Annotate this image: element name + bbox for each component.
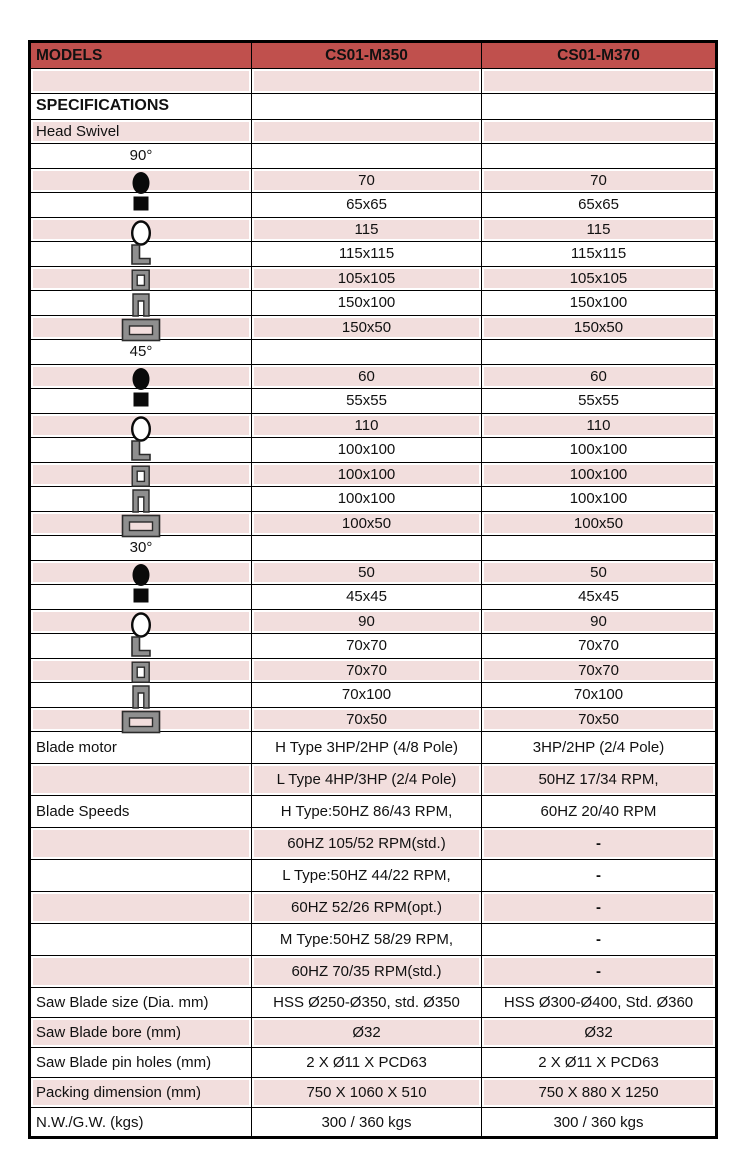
value-cs01-m350: 2 X Ø11 X PCD63: [252, 1048, 482, 1078]
value-cs01-m350: 60HZ 52/26 RPM(opt.): [252, 892, 482, 924]
table-row: [30, 242, 717, 267]
value-cs01-m350: [252, 119, 482, 144]
value-cs01-m370: 60: [482, 364, 717, 389]
row-label: [30, 69, 252, 94]
row-label: Saw Blade size (Dia. mm): [30, 988, 252, 1018]
value-cs01-m350: 70x70: [252, 658, 482, 683]
profile-cell: [30, 462, 252, 487]
table-row: [30, 193, 717, 218]
value-cs01-m370: -: [482, 892, 717, 924]
value-cs01-m370: 2 X Ø11 X PCD63: [482, 1048, 717, 1078]
angle-bar-icon: [129, 440, 153, 462]
row-label: [30, 764, 252, 796]
value-cs01-m370: 50HZ 17/34 RPM,: [482, 764, 717, 796]
table-row: [30, 364, 717, 389]
value-cs01-m370: 100x100: [482, 487, 717, 512]
row-label: [30, 956, 252, 988]
value-cs01-m370: 70x70: [482, 658, 717, 683]
value-cs01-m350: 150x50: [252, 315, 482, 340]
solid-round-bar-icon: [131, 171, 151, 197]
value-cs01-m350: [252, 340, 482, 365]
spec-table: [28, 40, 718, 1139]
value-cs01-m370: -: [482, 956, 717, 988]
value-cs01-m370: -: [482, 828, 717, 860]
table-row: [30, 340, 717, 365]
value-cs01-m370: 115x115: [482, 242, 717, 267]
table-row: [30, 168, 717, 193]
profile-cell: [30, 291, 252, 316]
row-label: 45°: [30, 340, 252, 365]
table-row: [30, 413, 717, 438]
row-label: Blade motor: [30, 732, 252, 764]
square-tube-icon: [131, 465, 151, 488]
value-cs01-m350: 750 X 1060 X 510: [252, 1078, 482, 1108]
value-cs01-m350: [252, 144, 482, 169]
value-cs01-m350: 150x100: [252, 291, 482, 316]
table-row: [30, 217, 717, 242]
row-label: Saw Blade bore (mm): [30, 1018, 252, 1048]
table-row: [30, 560, 717, 585]
channel-bar-icon: [131, 685, 151, 709]
value-cs01-m350: L Type:50HZ 44/22 RPM,: [252, 860, 482, 892]
value-cs01-m370: 45x45: [482, 585, 717, 610]
value-cs01-m350: 60: [252, 364, 482, 389]
value-cs01-m370: 100x50: [482, 511, 717, 536]
value-cs01-m370: 65x65: [482, 193, 717, 218]
value-cs01-m370: [482, 119, 717, 144]
value-cs01-m370: 90: [482, 609, 717, 634]
table-row: [30, 609, 717, 634]
value-cs01-m370: 70: [482, 168, 717, 193]
row-label: [30, 828, 252, 860]
table-row: [30, 462, 717, 487]
profile-cell: [30, 266, 252, 291]
value-cs01-m350: 110: [252, 413, 482, 438]
table-row: [30, 438, 717, 463]
value-cs01-m370: 115: [482, 217, 717, 242]
table-row: [30, 536, 717, 561]
profile-cell: [30, 217, 252, 242]
table-row: [30, 860, 717, 892]
table-row: [30, 892, 717, 924]
value-cs01-m370: HSS Ø300-Ø400, Std. Ø360: [482, 988, 717, 1018]
round-tube-icon: [130, 220, 152, 247]
profile-cell: [30, 315, 252, 340]
value-cs01-m370: 110: [482, 413, 717, 438]
spec-table-body: [30, 69, 717, 1138]
rect-tube-icon: [121, 514, 161, 538]
value-cs01-m350: 60HZ 105/52 RPM(std.): [252, 828, 482, 860]
profile-cell: [30, 658, 252, 683]
angle-bar-icon: [129, 244, 153, 266]
profile-cell: [30, 168, 252, 193]
profile-cell: [30, 683, 252, 708]
value-cs01-m350: 100x100: [252, 487, 482, 512]
table-row: [30, 389, 717, 414]
value-cs01-m350: 70x100: [252, 683, 482, 708]
row-label: Packing dimension (mm): [30, 1078, 252, 1108]
channel-bar-icon: [131, 489, 151, 513]
value-cs01-m350: L Type 4HP/3HP (2/4 Pole): [252, 764, 482, 796]
table-row: [30, 1078, 717, 1108]
solid-square-bar-icon: [132, 195, 150, 213]
profile-cell: [30, 413, 252, 438]
table-row: [30, 634, 717, 659]
value-cs01-m370: 3HP/2HP (2/4 Pole): [482, 732, 717, 764]
table-row: [30, 988, 717, 1018]
value-cs01-m370: 70x50: [482, 707, 717, 732]
value-cs01-m370: [482, 69, 717, 94]
table-row: [30, 707, 717, 732]
table-row: [30, 764, 717, 796]
table-row: [30, 119, 717, 144]
value-cs01-m370: 70x100: [482, 683, 717, 708]
row-label: [30, 924, 252, 956]
value-cs01-m370: 150x50: [482, 315, 717, 340]
solid-square-bar-icon: [132, 587, 150, 605]
table-row: [30, 93, 717, 119]
value-cs01-m350: 300 / 360 kgs: [252, 1108, 482, 1138]
value-cs01-m370: [482, 93, 717, 119]
value-cs01-m370: -: [482, 860, 717, 892]
profile-cell: [30, 487, 252, 512]
header-model-cs01-m370: CS01-M370: [482, 42, 717, 69]
profile-cell: [30, 707, 252, 732]
table-row: [30, 658, 717, 683]
value-cs01-m370: [482, 536, 717, 561]
row-label: N.W./G.W. (kgs): [30, 1108, 252, 1138]
value-cs01-m350: 70x70: [252, 634, 482, 659]
value-cs01-m370: 750 X 880 X 1250: [482, 1078, 717, 1108]
row-label: 30°: [30, 536, 252, 561]
value-cs01-m350: [252, 536, 482, 561]
value-cs01-m370: -: [482, 924, 717, 956]
value-cs01-m350: 100x50: [252, 511, 482, 536]
row-label: SPECIFICATIONS: [30, 93, 252, 119]
value-cs01-m350: [252, 69, 482, 94]
value-cs01-m350: H Type 3HP/2HP (4/8 Pole): [252, 732, 482, 764]
square-tube-icon: [131, 661, 151, 684]
value-cs01-m370: 105x105: [482, 266, 717, 291]
profile-cell: [30, 609, 252, 634]
value-cs01-m370: 100x100: [482, 462, 717, 487]
profile-cell: [30, 585, 252, 610]
profile-cell: [30, 560, 252, 585]
table-row: [30, 1108, 717, 1138]
table-row: [30, 487, 717, 512]
table-row: [30, 1048, 717, 1078]
value-cs01-m350: 100x100: [252, 462, 482, 487]
value-cs01-m350: 115x115: [252, 242, 482, 267]
value-cs01-m370: 300 / 360 kgs: [482, 1108, 717, 1138]
table-row: [30, 1018, 717, 1048]
table-row: [30, 69, 717, 94]
round-tube-icon: [130, 416, 152, 443]
spec-sheet-page: [28, 40, 718, 1139]
value-cs01-m370: [482, 340, 717, 365]
row-label: [30, 860, 252, 892]
header-models-label: MODELS: [30, 42, 252, 69]
table-row: [30, 828, 717, 860]
value-cs01-m350: 70x50: [252, 707, 482, 732]
value-cs01-m350: Ø32: [252, 1018, 482, 1048]
row-label: Saw Blade pin holes (mm): [30, 1048, 252, 1078]
rect-tube-icon: [121, 710, 161, 734]
table-row: [30, 956, 717, 988]
profile-cell: [30, 438, 252, 463]
profile-cell: [30, 242, 252, 267]
round-tube-icon: [130, 612, 152, 639]
row-label: 90°: [30, 144, 252, 169]
profile-cell: [30, 193, 252, 218]
value-cs01-m350: 55x55: [252, 389, 482, 414]
table-row: [30, 315, 717, 340]
profile-cell: [30, 634, 252, 659]
profile-cell: [30, 389, 252, 414]
value-cs01-m350: [252, 93, 482, 119]
solid-round-bar-icon: [131, 563, 151, 589]
table-header-row: [30, 42, 717, 69]
value-cs01-m370: 60HZ 20/40 RPM: [482, 796, 717, 828]
solid-round-bar-icon: [131, 367, 151, 393]
value-cs01-m350: 90: [252, 609, 482, 634]
row-label: Head Swivel: [30, 119, 252, 144]
rect-tube-icon: [121, 318, 161, 342]
value-cs01-m370: Ø32: [482, 1018, 717, 1048]
value-cs01-m350: 45x45: [252, 585, 482, 610]
value-cs01-m350: M Type:50HZ 58/29 RPM,: [252, 924, 482, 956]
table-row: [30, 683, 717, 708]
value-cs01-m370: 55x55: [482, 389, 717, 414]
value-cs01-m350: 105x105: [252, 266, 482, 291]
value-cs01-m350: HSS Ø250-Ø350, std. Ø350: [252, 988, 482, 1018]
row-label: [30, 892, 252, 924]
header-model-cs01-m350: CS01-M350: [252, 42, 482, 69]
profile-cell: [30, 511, 252, 536]
table-row: [30, 511, 717, 536]
value-cs01-m350: 100x100: [252, 438, 482, 463]
value-cs01-m370: 100x100: [482, 438, 717, 463]
table-row: [30, 796, 717, 828]
table-row: [30, 732, 717, 764]
channel-bar-icon: [131, 293, 151, 317]
profile-cell: [30, 364, 252, 389]
table-row: [30, 585, 717, 610]
value-cs01-m370: [482, 144, 717, 169]
table-row: [30, 144, 717, 169]
value-cs01-m350: 50: [252, 560, 482, 585]
value-cs01-m350: 70: [252, 168, 482, 193]
value-cs01-m350: 115: [252, 217, 482, 242]
value-cs01-m370: 150x100: [482, 291, 717, 316]
row-label: Blade Speeds: [30, 796, 252, 828]
value-cs01-m350: H Type:50HZ 86/43 RPM,: [252, 796, 482, 828]
table-row: [30, 291, 717, 316]
value-cs01-m370: 50: [482, 560, 717, 585]
value-cs01-m350: 60HZ 70/35 RPM(std.): [252, 956, 482, 988]
value-cs01-m370: 70x70: [482, 634, 717, 659]
table-row: [30, 266, 717, 291]
square-tube-icon: [131, 269, 151, 292]
table-row: [30, 924, 717, 956]
value-cs01-m350: 65x65: [252, 193, 482, 218]
angle-bar-icon: [129, 636, 153, 658]
solid-square-bar-icon: [132, 391, 150, 409]
